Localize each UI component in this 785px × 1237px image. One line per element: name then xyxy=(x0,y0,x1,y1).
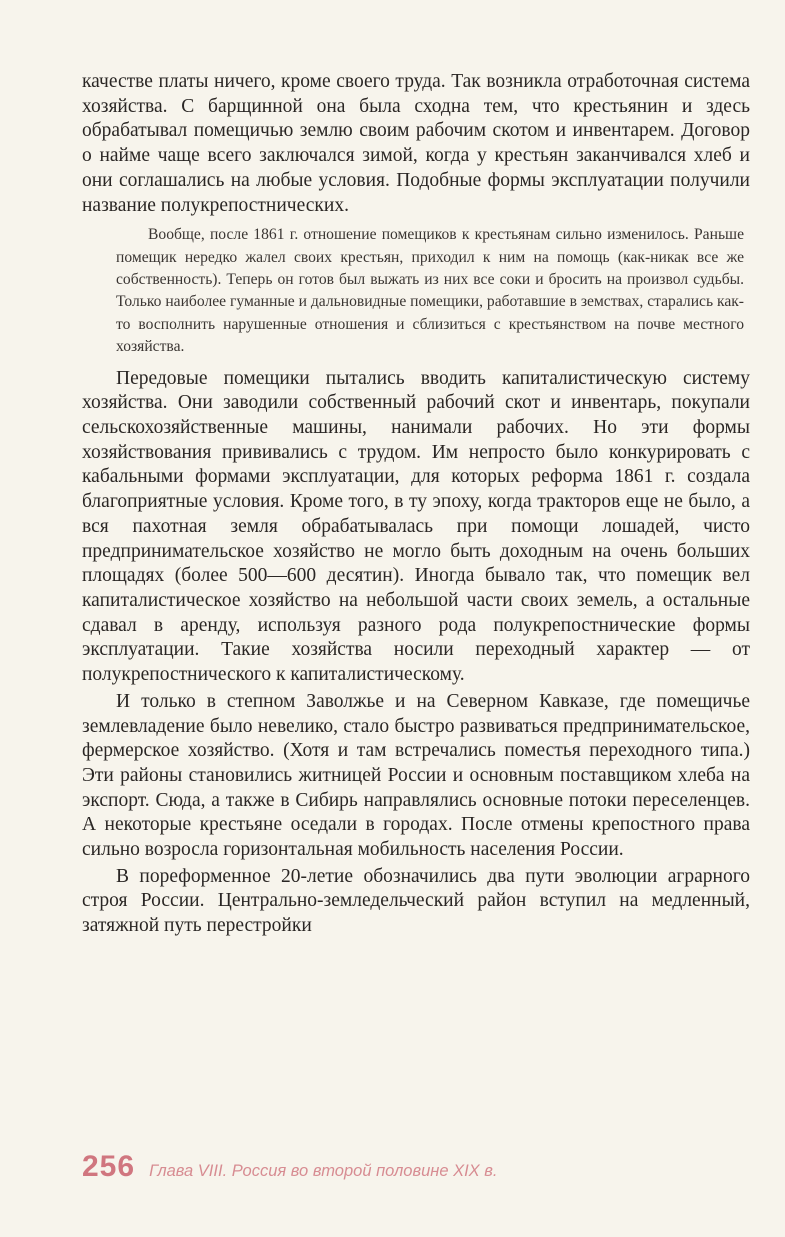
paragraph-post-reform: В пореформенное 20-летие обозначились два пути эволюции аграрного строя России. Центрально-земледельческий район вступил на медленный, затяжной путь перестройки xyxy=(82,865,750,937)
paragraph-advanced-landowners: Передовые помещики пытались вводить капиталистическую систему хозяйства. Они заводили собственный рабочий скот и инвентарь, покупали сельскохозяйственные машины, нанимали рабочих. Но эти формы хозяйствования прививались с трудом. Им непросто было конкурировать с кабальными формами эксплуатации, для которых реформа 1861 г. создала благоприятные условия. Кроме того, в ту эпоху, когда тракторов еще не было, а вся пахотная земля обрабатывалась при помощи лошадей, чисто предпринимательское хозяйство не могло быть доходным на очень больших площадях (более 500—600 десятин). Иногда бывало так, что помещик вел капиталистическое хозяйство на небольшой части своих земель, а остальные сдавал в аренду, используя разного рода полукрепостнические формы эксплуатации. Такие хозяйства носили переходный характер — от полукрепостнического к капиталистическому. xyxy=(82,367,750,686)
paragraph-steppe-regions: И только в степном Заволжье и на Северном Кавказе, где помещичье землевладение было невелико, стало быстро развиваться предпринимательское, фермерское хозяйство. (Хотя и там встречались поместья переходного типа.) Эти районы становились житницей России и основным поставщиком хлеба на экспорт. Сюда, а также в Сибирь направлялись основные потоки переселенцев. А некоторые крестьяне оседали в городах. После отмены крепостного права сильно возросла горизонтальная мобильность населения России. xyxy=(82,690,750,861)
page-body xyxy=(82,70,750,939)
page-footer xyxy=(82,1150,497,1184)
page-number: 256 xyxy=(82,1150,136,1183)
note-paragraph: Вообще, после 1861 г. отношение помещиков к крестьянам сильно изменилось. Раньше помещик нередко жалел своих крестьян, приходил к ним на помощь (как-никак все же собственность). Теперь он готов был выжать из них все соки и бросить на произвол судьбы. Только наиболее гуманные и дальновидные помещики, работавшие в земствах, старались как-то восполнить нарушенные отношения и сблизиться с крестьянством на почве местного хозяйства. xyxy=(116,226,745,356)
chapter-title: Глава VIII. Россия во второй половине XIX в. xyxy=(149,1162,498,1180)
paragraph-continuation: качестве платы ничего, кроме своего труда. Так возникла отработочная система хозяйства. С барщинной она была сходна тем, что крестьянин и здесь обрабатывал помещичью землю своим рабочим скотом и инвентарем. Договор о найме чаще всего заключался зимой, когда у крестьян заканчивался хлеб и они соглашались на любые условия. Подобные формы эксплуатации получили название полукрепостнических. xyxy=(82,71,750,216)
